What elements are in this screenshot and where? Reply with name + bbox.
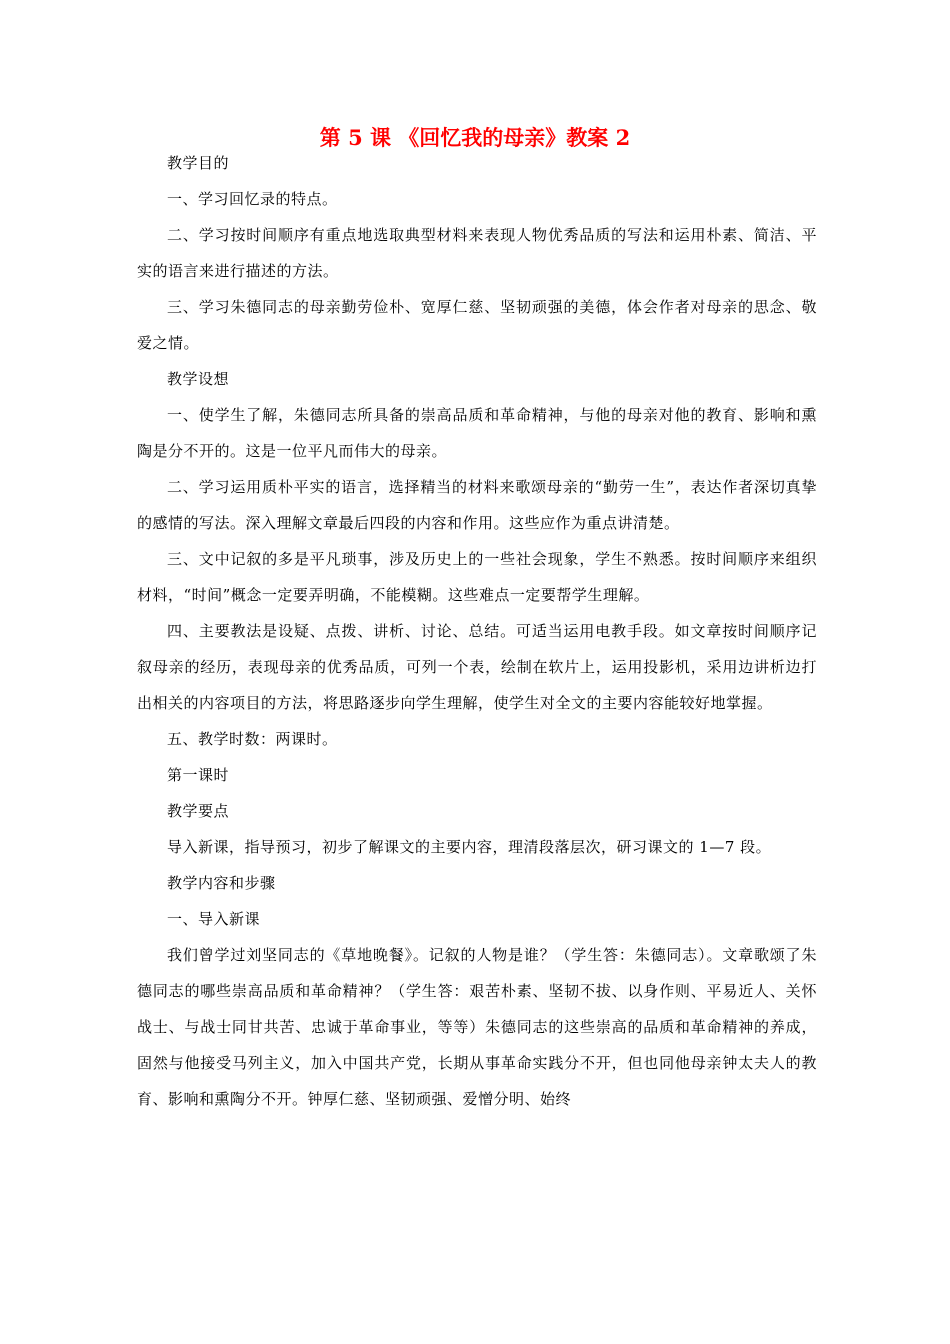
paragraph: 一、学习回忆录的特点。 — [167, 190, 338, 208]
paragraph: 导入新课，指导预习，初步了解课文的主要内容，理清段落层次，研习课文的 1—7 段。 — [167, 838, 772, 856]
paragraph: 我们曾学过刘坚同志的《草地晚餐》。记叙的人物是谁？（学生答：朱德同志）。文章歌颂了朱德同志的哪些崇高品质和革命精神？（学生答：艰苦朴素、坚韧不拔、以身作则、平易近人、关怀战士、与战士同甘共苦、忠诚于革命事业，等等）朱德同志的这些崇高的品质和革命精神的养成，固然与他接受马列主义，加入中国共产党，长期从事革命实践分不开，但也同他母亲钟太夫人的教育、影响和熏陶分不开。钟厚仁慈、坚韧顽强、爱憎分明、始终 — [137, 946, 817, 1108]
paragraph: 教学设想 — [167, 370, 230, 388]
paragraph: 四、主要教法是设疑、点拨、讲析、讨论、总结。可适当运用电教手段。如文章按时间顺序记叙母亲的经历，表现母亲的优秀品质，可列一个表，绘制在软片上，运用投影机，采用边讲析边打出相关的内容项目的方法，将思路逐步向学生理解，使学生对全文的主要内容能较好地掌握。 — [137, 622, 817, 712]
paragraph: 教学要点 — [167, 802, 230, 820]
document-body — [137, 145, 817, 1117]
paragraph: 二、学习按时间顺序有重点地选取典型材料来表现人物优秀品质的写法和运用朴素、简洁、平实的语言来进行描述的方法。 — [137, 226, 817, 280]
paragraph: 二、学习运用质朴平实的语言，选择精当的材料来歌颂母亲的“勤劳一生”，表达作者深切真挚的感情的写法。深入理解文章最后四段的内容和作用。这些应作为重点讲清楚。 — [137, 478, 817, 532]
paragraph: 五、教学时数：两课时。 — [167, 730, 338, 748]
paragraph: 一、使学生了解，朱德同志所具备的崇高品质和革命精神，与他的母亲对他的教育、影响和熏陶是分不开的。这是一位平凡而伟大的母亲。 — [137, 406, 817, 460]
paragraph: 一、导入新课 — [167, 910, 261, 928]
paragraph: 教学目的 — [167, 154, 230, 172]
paragraph: 第一课时 — [167, 766, 230, 784]
paragraph: 三、文中记叙的多是平凡琐事，涉及历史上的一些社会现象，学生不熟悉。按时间顺序来组织材料，“时间”概念一定要弄明确，不能模糊。这些难点一定要帮学生理解。 — [137, 550, 817, 604]
paragraph: 教学内容和步骤 — [167, 874, 276, 892]
document-title: 第 5 课 《回忆我的母亲》教案 2 — [319, 125, 631, 150]
paragraph: 三、学习朱德同志的母亲勤劳俭朴、宽厚仁慈、坚韧顽强的美德，体会作者对母亲的思念、敬爱之情。 — [137, 298, 817, 352]
